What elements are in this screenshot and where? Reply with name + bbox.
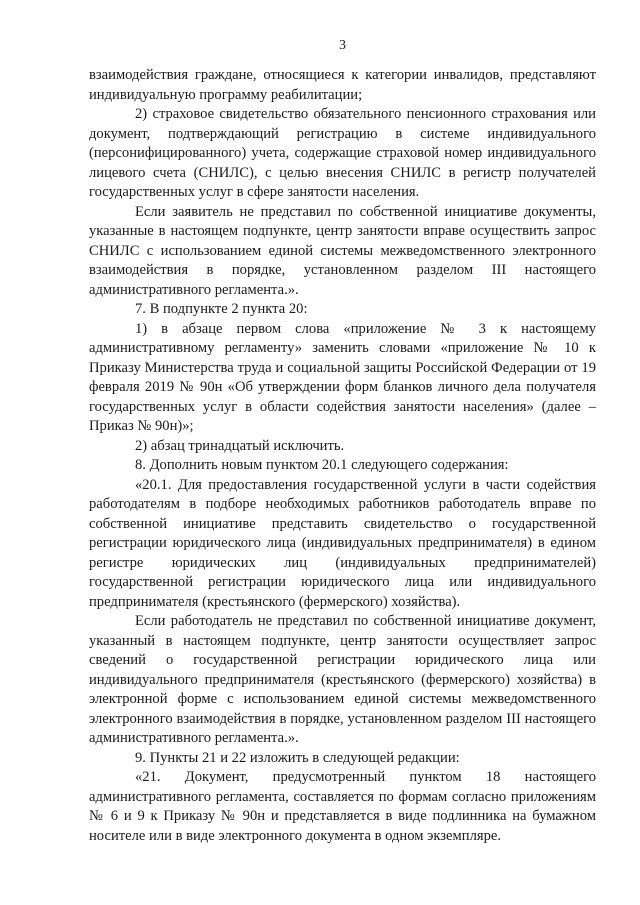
paragraph: 7. В подпункте 2 пункта 20:	[135, 301, 308, 317]
page-number: 3	[339, 38, 346, 53]
paragraph: 2) страховое свидетельство обязательного пенсионного страхования или документ, подтверждающий регистрацию в системе индивидуального (персонифицированного) учета, содержащие страховой номер индивидуального лицевого счета (СНИЛС), с целью внесения СНИЛС в регистр получателей государственных услуг в сфере занятости населения.	[89, 106, 596, 200]
paragraph: взаимодействия граждане, относящиеся к категории инвалидов, представляют индивидуальную программу реабилитации;	[89, 67, 596, 103]
paragraph: 9. Пункты 21 и 22 изложить в следующей редакции:	[135, 749, 460, 766]
paragraph: 2) абзац тринадцатый исключить.	[135, 437, 345, 454]
paragraph: 1) в абзаце первом слова «приложение № 3 к настоящему административному регламенту» заменить словами «приложение № 10 к Приказу Министерства труда и социальной защиты Российской Федерации от 19 февраля 2019 № 90н «Об утверждении форм бланков личного дела получателя государственных услуг в области содействия занятости населения» (далее – Приказ № 90н)»;	[89, 320, 596, 434]
paragraph: 8. Дополнить новым пунктом 20.1 следующего содержания:	[135, 457, 509, 473]
paragraph: «20.1. Для предоставления государственной услуги в части содействия работодателям в подборе необходимых работников работодатель вправе по собственной инициативе представить свидетельство о государственной регистрации юридического лица (индивидуальных предпринимателя) в едином регистре юридических лиц (индивидуальных предпринимателей) государственной регистрации юридического лица или индивидуального предпринимателя (крестьянского (фермерского) хозяйства).	[89, 476, 596, 610]
paragraph: «21. Документ, предусмотренный пунктом 18 настоящего административного регламента, составляется по формам согласно приложениям № 6 и 9 к Приказу № 90н и представляется в виде подлинника на бумажном носителе или в виде электронного документа в одном экземпляре.	[89, 769, 596, 844]
paragraph: Если заявитель не представил по собственной инициативе документы, указанные в настоящем подпункте, центр занятости вправе осуществить запрос СНИЛС с использованием единой системы межведомственного электронного взаимодействия в порядке, установленном разделом III настоящего административного регламента.».	[89, 203, 596, 298]
document-body	[89, 66, 596, 846]
paragraph: Если работодатель не представил по собственной инициативе документ, указанный в настоящем подпункте, центр занятости осуществляет запрос сведений о государственной регистрации юридического лица или индивидуального предпринимателя (крестьянского (фермерского) хозяйства) в электронной форме с использованием единой системы межведомственного электронного взаимодействия в порядке, установленном разделом III настоящего административного регламента.».	[89, 613, 596, 746]
